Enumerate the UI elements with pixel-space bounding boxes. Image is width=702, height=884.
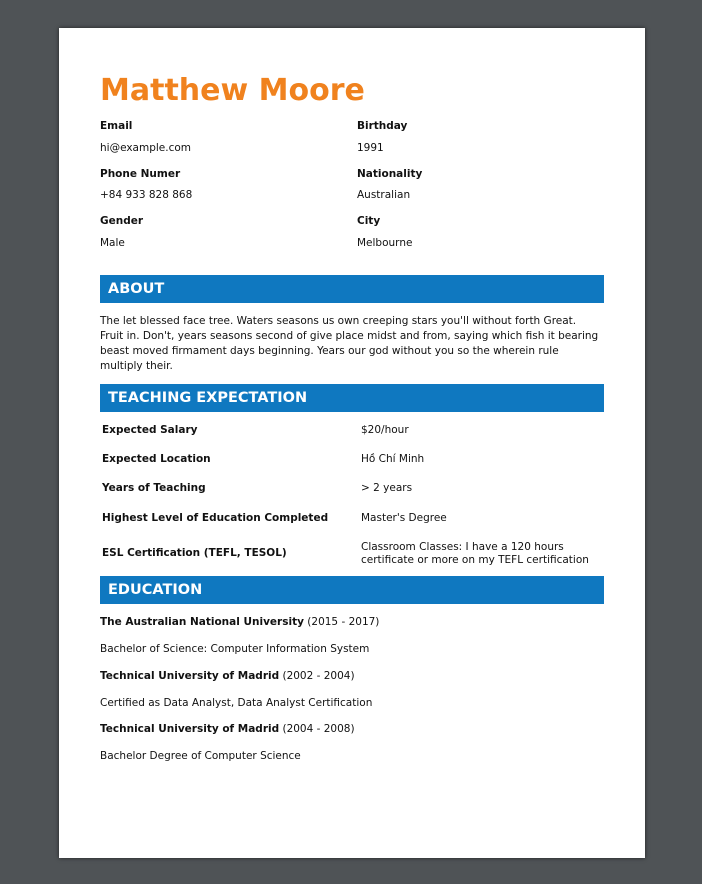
resume-page — [59, 28, 645, 858]
education-years: (2002 - 2004) — [282, 670, 355, 682]
phone-value: +84 933 828 868 — [100, 189, 193, 201]
education-school: Technical University of Madrid — [100, 723, 280, 735]
birthday-value: 1991 — [357, 142, 384, 154]
nationality-label: Nationality — [357, 168, 423, 180]
about-text: The let blessed face tree. Waters seasons us own creeping stars you'll without forth Great. Fruit in. Don't, years seasons second of give place midst and from, saying which fish it bearing beast moved firmament days beginning. Years our god without you so the wherein rule multiply their. — [100, 315, 599, 372]
teaching-row-label: Highest Level of Education Completed — [102, 512, 329, 524]
teaching-row-label: Expected Location — [102, 453, 211, 465]
email-value: hi@example.com — [100, 142, 192, 154]
education-school: Technical University of Madrid — [100, 670, 280, 682]
teaching-row-label: Years of Teaching — [102, 482, 206, 494]
education-school: The Australian National University — [100, 616, 304, 628]
teaching-heading: TEACHING EXPECTATION — [100, 384, 604, 412]
about-heading: ABOUT — [100, 275, 604, 303]
education-school-line — [100, 669, 355, 683]
education-school-line — [100, 615, 379, 629]
gender-label: Gender — [100, 215, 144, 227]
teaching-row-label: Expected Salary — [102, 424, 198, 436]
teaching-row-label: ESL Certification (TEFL, TESOL) — [102, 547, 287, 559]
education-degree: Bachelor of Science: Computer Information System — [100, 643, 370, 655]
education-degree: Certified as Data Analyst, Data Analyst Certification — [100, 697, 373, 709]
education-degree: Bachelor Degree of Computer Science — [100, 750, 301, 762]
teaching-row-value: $20/hour — [361, 424, 409, 436]
phone-label: Phone Numer — [100, 168, 181, 180]
candidate-name: Matthew Moore — [100, 73, 365, 108]
teaching-row-value: > 2 years — [361, 482, 413, 494]
gender-value: Male — [100, 237, 125, 249]
teaching-row-value: Classroom Classes: I have a 120 hours certificate or more on my TEFL certification — [361, 541, 589, 566]
birthday-label: Birthday — [357, 120, 408, 132]
city-label: City — [357, 215, 381, 227]
email-label: Email — [100, 120, 133, 132]
teaching-row-value: Hồ Chí Minh — [361, 453, 425, 465]
education-school-line — [100, 722, 355, 736]
education-heading: EDUCATION — [100, 576, 604, 604]
nationality-value: Australian — [357, 189, 411, 201]
city-value: Melbourne — [357, 237, 413, 249]
education-years: (2004 - 2008) — [282, 723, 355, 735]
education-years: (2015 - 2017) — [307, 616, 380, 628]
teaching-row-value: Master's Degree — [361, 512, 447, 524]
